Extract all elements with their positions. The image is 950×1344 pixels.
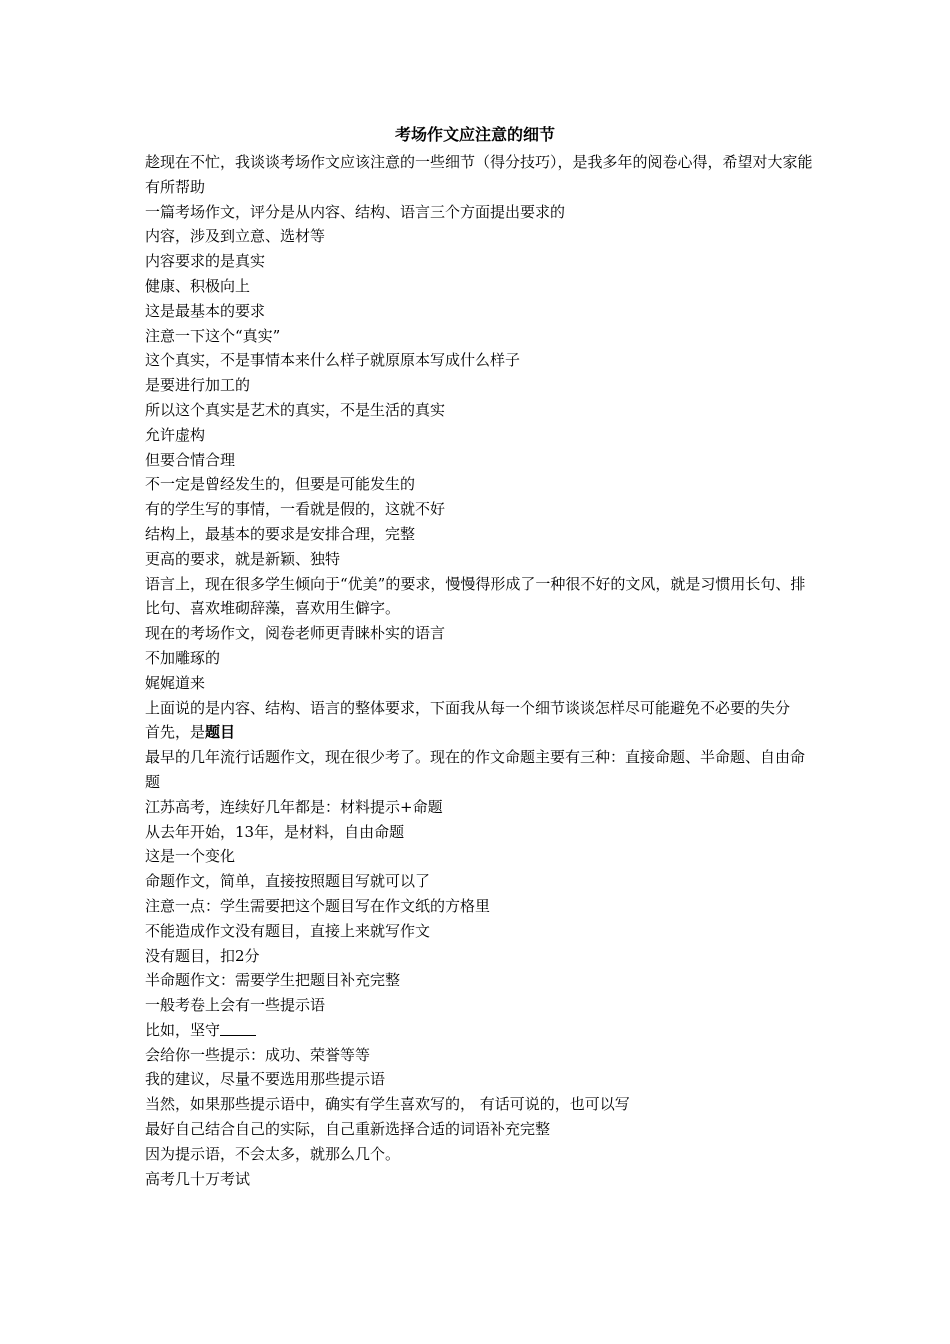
paragraph: 结构上，最基本的要求是安排合理，完整 [145, 524, 416, 543]
paragraph: 一般考卷上会有一些提示语 [145, 996, 326, 1015]
paragraph: 有的学生写的事情，一看就是假的，这就不好 [145, 500, 446, 519]
paragraph: 语言上，现在很多学生倾向于“优美”的要求，慢慢得形成了一种很不好的文风，就是习惯用长句、排比句、喜欢堆砌辞藻，喜欢用生僻字。 [145, 574, 806, 618]
paragraph: 更高的要求，就是新颖、独特 [145, 549, 341, 568]
paragraph: 上面说的是内容、结构、语言的整体要求，下面我从每一个细节谈谈怎样尽可能避免不必要的失分 [145, 698, 791, 717]
paragraph: 我的建议，尽量不要选用那些提示语 [145, 1070, 386, 1089]
section-heading-title [145, 720, 815, 745]
paragraph: 半命题作文：需要学生把题目补充完整 [145, 971, 401, 990]
paragraph-group-title-section [145, 745, 815, 1018]
example-paragraph [145, 1018, 815, 1043]
paragraph: 江苏高考，连续好几年都是：材料提示+命题 [145, 797, 443, 816]
paragraph: 注意一点：学生需要把这个题目写在作文纸的方格里 [145, 896, 491, 915]
paragraph: 高考几十万考试 [145, 1169, 251, 1188]
paragraph: 所以这个真实是艺术的真实，不是生活的真实 [145, 400, 446, 419]
paragraph: 现在的考场作文，阅卷老师更青睐朴实的语言 [145, 624, 446, 643]
paragraph: 一篇考场作文，评分是从内容、结构、语言三个方面提出要求的 [145, 202, 566, 221]
paragraph: 这是一个变化 [145, 847, 236, 866]
paragraph: 会给你一些提示：成功、荣誉等等 [145, 1045, 371, 1064]
paragraph: 是要进行加工的 [145, 376, 251, 395]
paragraph: 最好自己结合自己的实际，自己重新选择合适的词语补充完整 [145, 1120, 551, 1139]
paragraph: 不能造成作文没有题目，直接上来就写作文 [145, 921, 431, 940]
paragraph: 最早的几年流行话题作文，现在很少考了。现在的作文命题主要有三种：直接命题、半命题、自由命题 [145, 748, 806, 791]
paragraph: 不加雕琢的 [145, 648, 221, 667]
paragraph: 从去年开始，13年，是材料，自由命题 [145, 822, 405, 841]
paragraph-group-intro [145, 150, 815, 720]
paragraph: 注意一下这个“真实” [145, 326, 281, 345]
paragraph: 没有题目，扣2分 [145, 946, 260, 965]
paragraph: 不一定是曾经发生的，但要是可能发生的 [145, 475, 416, 494]
paragraph: 但要合情合理 [145, 450, 236, 469]
paragraph: 健康、积极向上 [145, 276, 251, 295]
fill-in-blank-line [220, 1021, 256, 1036]
example-prefix: 比如，坚守 [145, 1020, 221, 1039]
paragraph: 娓娓道来 [145, 673, 206, 692]
paragraph: 当然，如果那些提示语中，确实有学生喜欢写的， 有话可说的，也可以写 [145, 1095, 630, 1114]
document-title: 考场作文应注意的细节 [394, 125, 555, 144]
paragraph: 内容要求的是真实 [145, 252, 266, 271]
paragraph: 内容，涉及到立意、选材等 [145, 227, 326, 246]
section-heading-prefix: 首先，是 [145, 723, 206, 742]
document-body [145, 150, 815, 1191]
paragraph: 趁现在不忙，我谈谈考场作文应该注意的一些细节（得分技巧），是我多年的阅卷心得，希望对大家能有所帮助 [145, 153, 813, 196]
paragraph: 因为提示语，不会太多，就那么几个。 [145, 1144, 401, 1163]
paragraph-group-end [145, 1043, 815, 1192]
section-heading-bold: 题目 [205, 723, 236, 742]
paragraph: 这个真实，不是事情本来什么样子就原原本写成什么样子 [145, 351, 521, 370]
paragraph: 允许虚构 [145, 425, 206, 444]
paragraph: 这是最基本的要求 [145, 301, 266, 320]
paragraph: 命题作文，简单，直接按照题目写就可以了 [145, 872, 431, 891]
